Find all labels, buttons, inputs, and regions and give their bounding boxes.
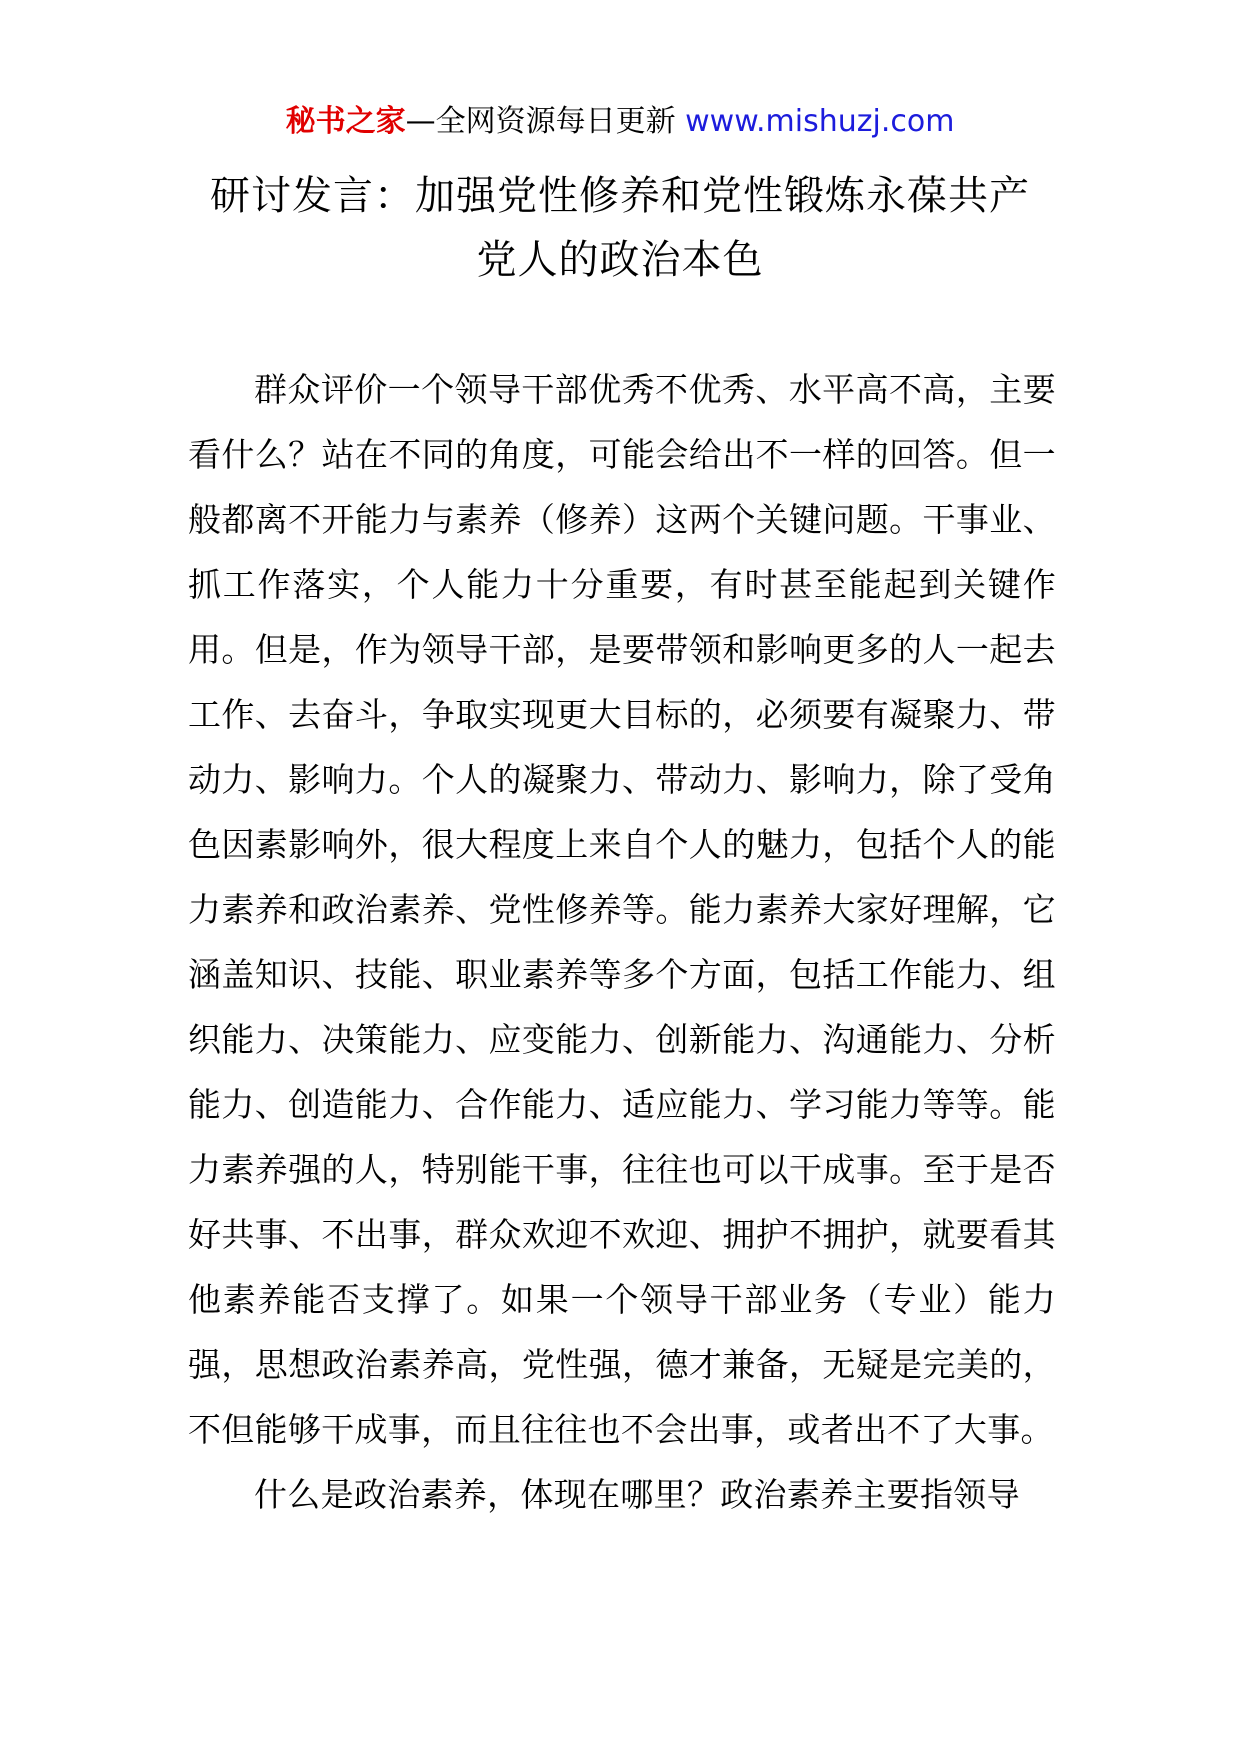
paragraph-2: 什么是政治素养，体现在哪里？政治素养主要指领导 xyxy=(254,1475,1020,1514)
document-title xyxy=(180,164,1060,292)
title-line-2: 党人的政治本色 xyxy=(476,237,764,283)
document-body xyxy=(188,357,1056,1527)
header-dash: — xyxy=(405,104,436,139)
site-brand: 秘书之家 xyxy=(285,104,406,139)
site-header xyxy=(0,102,1240,142)
site-tagline: 全网资源每日更新 xyxy=(435,104,676,139)
title-line-1: 研讨发言：加强党性修养和党性锻炼永葆共产 xyxy=(210,173,1030,219)
paragraph-1: 群众评价一个领导干部优秀不优秀、水平高不高，主要看什么？站在不同的角度，可能会给出不一样的回答。但一般都离不开能力与素养（修养）这两个关键问题。干事业、抓工作落实，个人能力十分重要，有时甚至能起到关键作用。但是，作为领导干部，是要带领和影响更多的人一起去工作、去奋斗，争取实现更大目标的，必须要有凝聚力、带动力、影响力。个人的凝聚力、带动力、影响力，除了受角色因素影响外，很大程度上来自个人的魅力，包括个人的能力素养和政治素养、党性修养等。能力素养大家好理解，它涵盖知识、技能、职业素养等多个方面，包括工作能力、组织能力、决策能力、应变能力、创新能力、沟通能力、分析能力、创造能力、合作能力、适应能力、学习能力等等。能力素养强的人，特别能干事，往往也可以干成事。至于是否好共事、不出事，群众欢迎不欢迎、拥护不拥护，就要看其他素养能否支撑了。如果一个领导干部业务（专业）能力强，思想政治素养高，党性强，德才兼备，无疑是完美的，不但能够干成事，而且往往也不会出事，或者出不了大事。 xyxy=(188,370,1056,1449)
site-url-link[interactable]: www.mishuzj.com xyxy=(685,104,955,139)
